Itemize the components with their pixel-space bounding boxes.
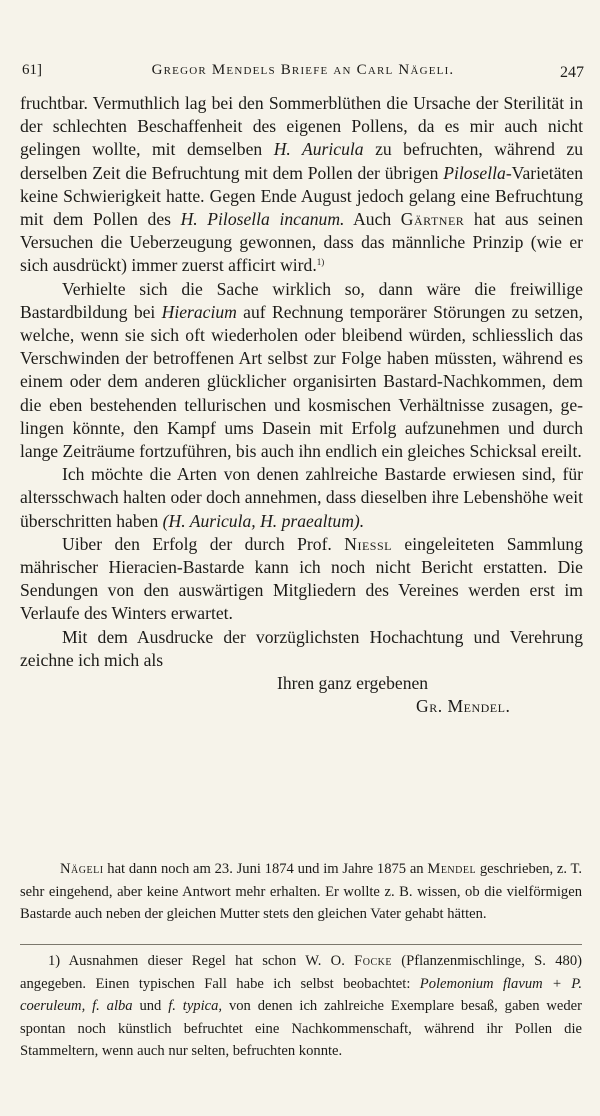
paragraph-2	[20, 278, 583, 464]
species-name: H. Auricula	[273, 139, 364, 160]
text-run: hat dann noch am 23. Juni 1874 und im Jahre 1875 an	[103, 861, 428, 877]
paragraph-5	[20, 626, 583, 672]
paragraph-1	[20, 92, 583, 278]
text-run: (Pflanzenmischlinge, S. 480) angegeben. Einen typischen Fall habe ich selbst beobachtet:	[20, 953, 582, 992]
page-number: 247	[560, 64, 584, 81]
author-name: Nägeli	[60, 861, 104, 877]
text-run: zu befruchten, während zu derselben Zeit die Befruchtung mit dem Pollen der übrigen	[20, 139, 583, 183]
main-text	[20, 92, 583, 718]
editor-note	[20, 858, 582, 926]
text-run: eingeleiteten Sammlung mährischer Hieracien-Bastarde kann ich noch nicht Bericht erstatten. Die Sendungen von den auswärtigen Mitgliedern des Vereines werden erst im Verlaufe des Winters erwartet.	[20, 533, 583, 624]
text-run: 1) Ausnahmen dieser Regel hat schon W. O.	[48, 953, 355, 969]
species-name: H. Pilosella incanum.	[180, 209, 345, 230]
species-name: f. typica,	[168, 998, 223, 1014]
footnote-reference: 1)	[316, 257, 325, 268]
footnote-divider	[20, 944, 582, 945]
genus-name: Hieracium	[161, 301, 237, 322]
species-name: (H. Auricula, H. praealtum).	[162, 510, 365, 531]
paragraph-3	[20, 463, 583, 533]
text-run: von denen ich zahlreiche Exemplare besaß, gaben weder spontan noch künstlich befruchtet eine Nachkommenschaft, während ihr Pollen die Stammeltern, wenn auch nur selten, befruchten konnte.	[20, 998, 583, 1059]
footnote	[20, 950, 582, 1063]
section-marker: 61]	[22, 62, 42, 78]
running-header	[22, 62, 584, 86]
author-name: Gärtner	[400, 209, 465, 230]
text-run: auf Rechnung temporärer Störungen zu setzen, welche, wenn sie sich oft wiederholen oder bleibend würden, schliesslich das Verschwinden der betroffenen Art selbst zur Folge haben müssten, während es einem oder dem anderen glücklicher organisirten Bastard-Nachkommen, dem die eben bestehenden tellurischen und kosmischen Verhältnisse zusagen, gelingen könnte, den Kampf ums Dasein mit Erfolg aufzunehmen und durch lange Zeiträume fortzuführen, bis auch ihn endlich ein gleiches Schicksal ereilt.	[20, 301, 583, 462]
text-run: hat aus seinen Versuchen die Ueberzeugung gewonnen, dass das männliche Prinzip (wie er sich ausdrückt) immer zuerst afficirt wird.	[20, 209, 583, 276]
species-name: Pilosella	[443, 162, 506, 183]
text-run: fruchtbar. Vermuthlich lag bei den Sommerblüthen die Ursache der Sterilität in der schlechten Beschaffenheit des eigenen Pollens, da es mir auch nicht gelingen wollte, mit demselben	[20, 93, 583, 160]
author-name: Mendel	[427, 861, 477, 877]
text-run: -Varietäten keine Schwierigkeit hatte. Gegen Ende August jedoch gelang eine Befruchtung mit dem Pollen des	[20, 162, 583, 230]
text-run: Mit dem Ausdrucke der vorzüglichsten Hochachtung und Verehrung zeichne ich mich als	[20, 626, 583, 670]
text-run: Verhielte sich die Sache wirklich so, dann wäre die freiwillige Bastardbildung bei	[20, 278, 583, 322]
text-run: Uiber den Erfolg der durch Prof.	[62, 533, 345, 554]
text-run: Auch	[344, 209, 401, 230]
text-run: und	[132, 998, 169, 1014]
author-name: Focke	[354, 953, 392, 969]
author-name: Niessl	[344, 533, 392, 554]
closing-phrase: Ihren ganz ergebenen	[277, 673, 429, 694]
running-title: Gregor Mendels Briefe an Carl Nägeli.	[151, 62, 455, 78]
text-run: geschrieben, z. T. sehr eingehend, aber keine Antwort mehr erhalten. Er wollte z. B. wissen, ob die vielförmigen Bastarde auch neben der gleichen Mutter stets den gleichen Vater gehabt hätten.	[20, 861, 582, 922]
paragraph-4	[20, 533, 583, 626]
text-run: Ich möchte die Arten von denen zahlreiche Bastarde erwiesen sind, für altersschwach halten oder doch annehmen, dass dieselben ihre Lebenshöhe weit überschritten haben	[20, 464, 583, 531]
signature: Gr. Mendel.	[416, 696, 511, 717]
species-name: Polemonium flavum + P. coeruleum, f. alba	[20, 975, 582, 1014]
